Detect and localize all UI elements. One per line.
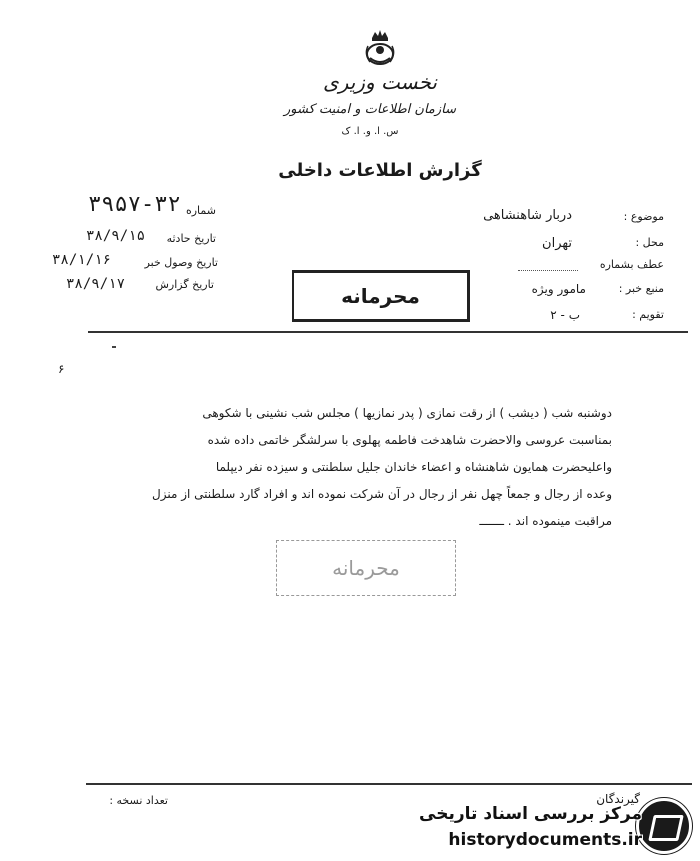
body-line-2: بمناسبت عروسی والاحضرت شاهدخت فاطمه پهلوی با سرلشگر خاتمی داده شده	[207, 433, 612, 447]
header-divider	[88, 331, 688, 333]
body-line-3: واعلیحضرت همایون شاهنشاه و اعضاء خاندان جلیل سلطنتی و سیزده نفر دیپلما	[215, 460, 612, 474]
source-value: مامور ویژه	[531, 282, 586, 296]
faint-stamp: محرمانه	[276, 540, 456, 596]
number-value: ۳۹۵۷-۳۲	[88, 192, 181, 217]
subject-label: موضوع :	[623, 210, 664, 223]
rating-value: ب - ۲	[550, 308, 580, 322]
body-line-5: مراقبت مینموده اند . ـــــــ	[479, 514, 612, 528]
rating-label: تقویم :	[632, 308, 664, 321]
lion-and-sun-emblem-icon	[358, 28, 402, 70]
corner-mark: ۶	[58, 362, 65, 376]
source-label: منبع خبر :	[618, 282, 664, 295]
copies-label: تعداد نسخه :	[109, 794, 168, 807]
reference-label: عطف بشماره	[599, 258, 664, 271]
ministry-heading: نخست وزیری	[323, 70, 437, 94]
archive-logo-icon	[636, 798, 692, 854]
organization-heading: سازمان اطلاعات و امنیت کشور	[283, 102, 457, 117]
location-value: تهران	[542, 236, 572, 251]
recipients-label: گیرندگان	[596, 792, 640, 806]
location-label: محل :	[635, 236, 664, 249]
received-date-label: تاریخ وصول خبر	[144, 256, 218, 269]
watermark-title: مرکز بررسی اسناد تاریخی	[419, 804, 642, 824]
reference-blank	[518, 270, 578, 271]
footer-divider	[86, 783, 692, 785]
incident-date-value: ۳۸/۹/۱۵	[86, 228, 146, 244]
watermark-url: historydocuments.ir	[448, 830, 642, 850]
body-line-1: دوشنبه شب ( دیشب ) از رقت نمازی ( پدر نمازیها ) مجلس شب نشینی با شکوهی	[202, 406, 612, 420]
report-title: گزارش اطلاعات داخلی	[278, 160, 482, 181]
body-line-4: وعده از رجال و جمعاً چهل نفر از رجال در آن شرکت نموده اند و افراد گارد سلطنتی از منزل	[152, 487, 612, 501]
report-date-value: ۳۸/۹/۱۷	[66, 276, 126, 292]
organization-abbreviation: س. ا. و. ا. ک	[341, 126, 399, 137]
number-label: شماره	[185, 204, 216, 217]
classification-stamp: محرمانه	[292, 270, 470, 322]
subject-value: دربار شاهنشاهی	[483, 208, 572, 223]
incident-date-label: تاریخ حادثه	[166, 232, 216, 245]
report-date-label: تاریخ گزارش	[155, 278, 214, 291]
received-date-value: ۳۸/۱/۱۶	[52, 252, 112, 268]
small-mark	[112, 346, 116, 348]
